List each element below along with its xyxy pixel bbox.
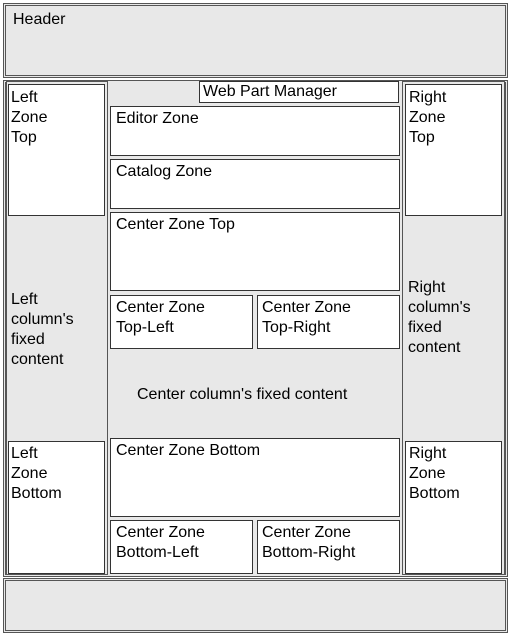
right-column-fixed-content: Right column's fixed content [408, 279, 471, 356]
center-zone-top-right-label: Center Zone Top-Right [262, 299, 351, 336]
center-zone-bottom-left-label: Center Zone Bottom-Left [116, 524, 205, 561]
left-zone-top [8, 84, 105, 216]
center-zone-top-label: Center Zone Top [116, 216, 235, 233]
center-column-fixed-content: Center column's fixed content [137, 386, 348, 403]
center-zone-bottom-right [257, 520, 400, 574]
center-zone-bottom-left [110, 520, 253, 574]
center-zone-bottom-right-label: Center Zone Bottom-Right [262, 524, 356, 561]
catalog-zone [110, 159, 400, 209]
center-zone-bottom [110, 438, 400, 517]
header-label: Header [13, 11, 66, 28]
left-zone-bottom [8, 441, 105, 574]
web-part-manager [199, 81, 399, 103]
web-part-manager-label: Web Part Manager [203, 83, 337, 100]
left-column-fixed-content: Left column's fixed content [11, 291, 74, 368]
footer-region [3, 578, 508, 633]
header-region [3, 3, 508, 78]
center-zone-top-left [110, 295, 253, 349]
left-zone-top-label: Left Zone Top [11, 89, 48, 146]
right-zone-bottom [405, 441, 502, 574]
center-zone-bottom-label: Center Zone Bottom [116, 442, 261, 459]
center-zone-top-left-label: Center Zone Top-Left [116, 299, 205, 336]
right-zone-top [405, 84, 502, 216]
editor-zone-label: Editor Zone [116, 110, 199, 127]
right-zone-bottom-label: Right Zone Bottom [409, 445, 460, 502]
editor-zone [110, 106, 400, 156]
center-zone-top-right [257, 295, 400, 349]
catalog-zone-label: Catalog Zone [116, 163, 213, 180]
left-zone-bottom-label: Left Zone Bottom [11, 445, 62, 502]
center-zone-top [110, 212, 400, 291]
right-zone-top-label: Right Zone Top [409, 89, 447, 146]
